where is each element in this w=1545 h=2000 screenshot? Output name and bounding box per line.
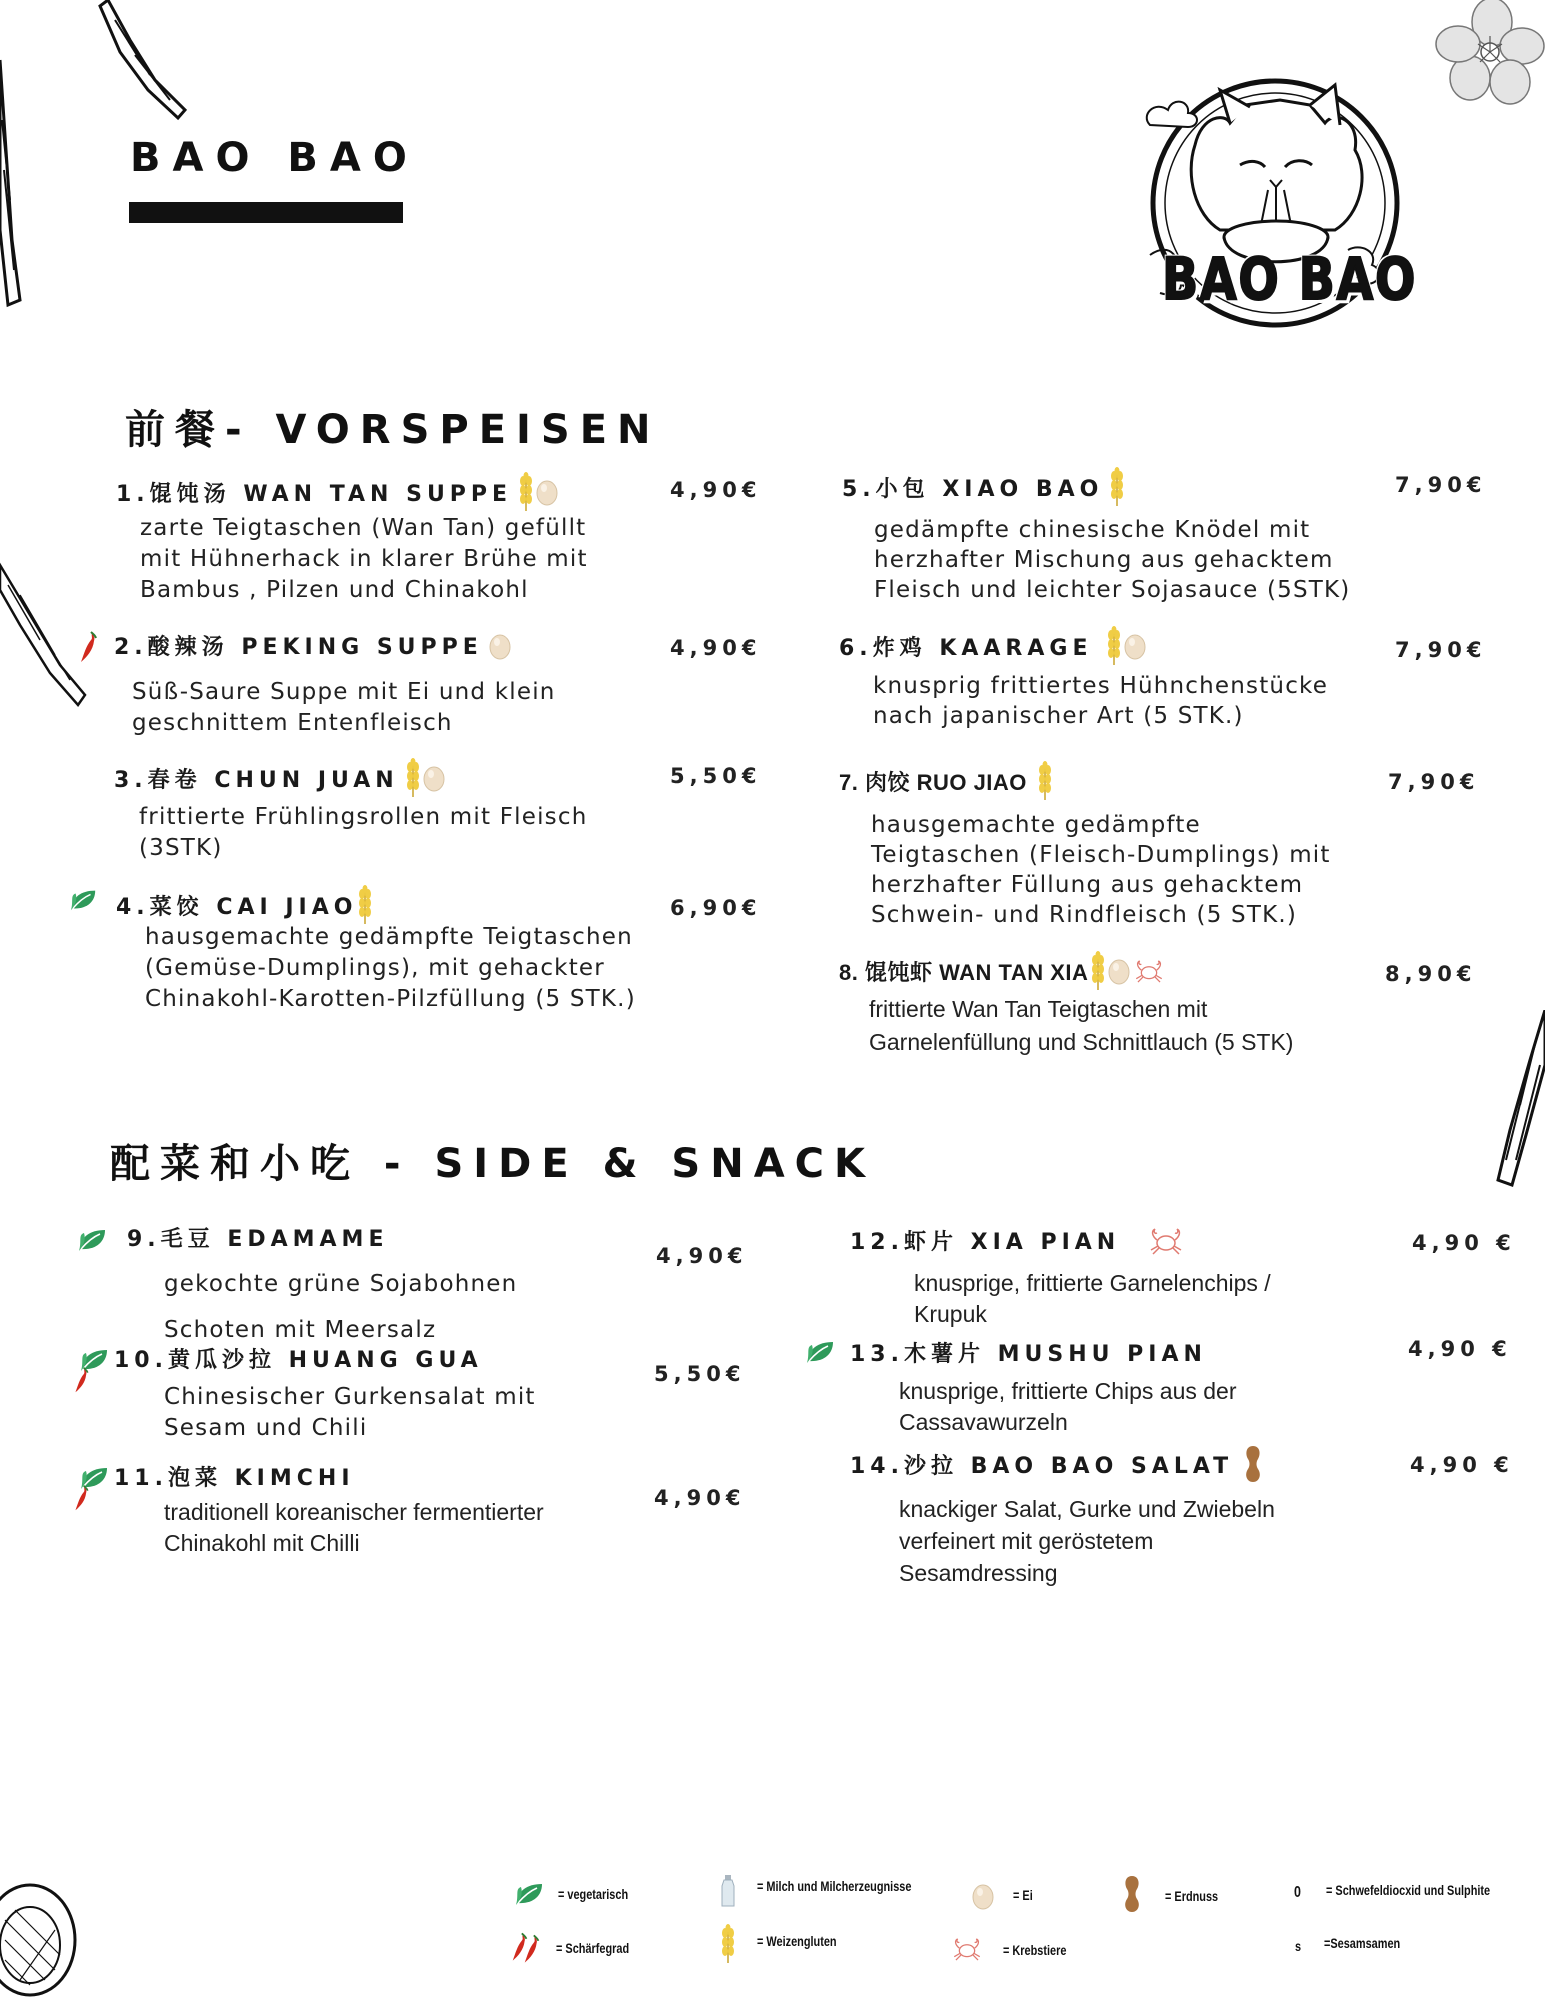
leaf-icon <box>515 1880 545 1908</box>
item-title: 12.虾片 XIA PIAN <box>850 1230 1121 1255</box>
egg-icon <box>1108 957 1130 985</box>
item-title: 13.木薯片 MUSHU PIAN <box>850 1342 1207 1367</box>
egg-icon <box>423 764 445 792</box>
chili-icon <box>510 1930 544 1970</box>
item-title: 8. 馄饨虾 WAN TAN XIA <box>839 959 1089 985</box>
menu-item <box>114 630 511 661</box>
menu-item <box>850 1337 1207 1368</box>
section-title-sides: 配菜和小吃 - SIDE & SNACK <box>110 1141 875 1187</box>
item-price: 4,90€ <box>670 478 762 502</box>
chili-icon <box>73 1484 91 1512</box>
menu-item <box>127 1222 388 1253</box>
menu-item <box>839 626 1146 666</box>
legend-gluten: = Weizengluten <box>757 1933 837 1949</box>
wheat-icon <box>720 1924 736 1964</box>
section-title-starters: 前餐- VORSPEISEN <box>125 407 661 453</box>
logo-text: BAO BAO <box>1162 245 1418 313</box>
item-title: 10.黄瓜沙拉 HUANG GUA <box>114 1348 483 1373</box>
chopstick-sketch-right <box>1490 1010 1545 1190</box>
egg-icon <box>972 1882 994 1910</box>
crab-icon <box>950 1936 984 1962</box>
menu-item <box>839 761 1053 801</box>
item-description: hausgemachte gedämpfte Teigtaschen (Gemüse-Dumplings), mit gehackter Chinakohl-Karotten-Pilzfüllung (5 STK.) <box>145 924 636 1012</box>
item-price: 6,90€ <box>670 896 762 920</box>
leaf-icon <box>806 1338 836 1366</box>
legend-milk: = Milch und Milcherzeugnisse <box>757 1878 912 1894</box>
item-title: 7. 肉饺 RUO JIAO <box>839 769 1027 795</box>
wheat-icon <box>405 758 421 798</box>
legend-spicy: = Schärfegrad <box>556 1940 630 1956</box>
item-description: zarte Teigtaschen (Wan Tan) gefüllt mit Hühnerhack in klarer Brühe mit Bambus , Pilzen und Chinakohl <box>140 515 588 603</box>
menu-item <box>114 1343 483 1374</box>
item-description: Süß-Saure Suppe mit Ei und klein geschnittem Entenfleisch <box>132 679 556 736</box>
wheat-icon <box>1090 951 1106 991</box>
allergen-legend <box>0 1860 1545 2000</box>
item-title: 9.毛豆 EDAMAME <box>127 1227 389 1252</box>
flower-sketch-top-right <box>1430 0 1545 105</box>
legend-crab: = Krebstiere <box>1003 1942 1067 1958</box>
wheat-icon <box>1109 467 1125 507</box>
item-description: gekochte grüne Sojabohnen Schoten mit Meersalz <box>164 1271 518 1343</box>
item-description: hausgemachte gedämpfte Teigtaschen (Fleisch-Dumplings) mit herzhafter Füllung aus gehacktem Schwein- und Rindfleisch (5 STK.) <box>871 812 1331 928</box>
item-description: Chinesischer Gurkensalat mit Sesam und Chili <box>164 1384 536 1441</box>
item-title: 3.春卷 CHUN JUAN <box>114 767 399 793</box>
item-title: 11.泡菜 KIMCHI <box>114 1466 355 1491</box>
item-price: 4,90 € <box>1410 1453 1514 1477</box>
item-price: 4,90€ <box>656 1244 748 1268</box>
peanut-icon <box>1243 1444 1263 1484</box>
wheat-icon <box>357 885 373 925</box>
crab-icon <box>1132 958 1166 984</box>
item-price: 4,90 € <box>1412 1231 1516 1255</box>
item-title: 5.小包 XIAO BAO <box>842 476 1104 502</box>
item-description: knusprige, frittierte Garnelenchips / Krupuk <box>914 1270 1271 1327</box>
wheat-icon <box>1037 761 1053 801</box>
menu-item <box>114 758 445 798</box>
legend-vegetarian: = vegetarisch <box>558 1886 629 1902</box>
chili-icon <box>73 1366 91 1394</box>
item-price: 7,90€ <box>1395 473 1487 497</box>
brand-logo <box>1110 65 1418 335</box>
item-price: 4,90€ <box>670 636 762 660</box>
item-description: gedämpfte chinesische Knödel mit herzhafter Mischung aus gehacktem Fleisch und leichter Sojasauce (5STK) <box>874 517 1351 603</box>
peanut-icon <box>1122 1874 1142 1914</box>
brand-title: BAO BAO <box>130 135 419 181</box>
legend-sulphite: = Schwefeldiocxid und Sulphite <box>1326 1882 1491 1898</box>
milk-bottle-icon <box>720 1874 736 1908</box>
legend-sesame: =Sesamsamen <box>1324 1935 1401 1951</box>
egg-icon <box>1124 632 1146 660</box>
item-price: 5,50€ <box>670 764 762 788</box>
item-price: 8,90€ <box>1385 962 1477 986</box>
menu-item <box>116 885 373 925</box>
title-underline-bar <box>129 202 403 223</box>
legend-egg: = Ei <box>1013 1887 1033 1903</box>
item-price: 7,90€ <box>1395 638 1487 662</box>
legend-sesame-mark: s <box>1295 1938 1302 1954</box>
item-title-row <box>116 472 558 512</box>
menu-item <box>116 472 558 512</box>
menu-item <box>850 1444 1263 1484</box>
item-title: 4.菜饺 CAI JIAO <box>116 894 358 920</box>
leaf-icon <box>70 887 98 913</box>
item-description: knackiger Salat, Gurke und Zwiebeln verfeinert mit geröstetem Sesamdressing <box>899 1496 1275 1586</box>
item-price: 7,90€ <box>1388 770 1480 794</box>
item-price: 4,90€ <box>654 1486 746 1510</box>
item-title: 6.炸鸡 KAARAGE <box>839 635 1093 661</box>
leaf-icon <box>78 1226 108 1254</box>
wheat-icon <box>518 472 534 512</box>
menu-item <box>839 951 1166 991</box>
menu-item <box>842 467 1125 507</box>
chili-icon <box>78 630 100 664</box>
legend-peanut: = Erdnuss <box>1165 1888 1219 1904</box>
item-price: 5,50€ <box>654 1362 746 1386</box>
item-description: knusprig frittiertes Hühnchenstücke nach japanischer Art (5 STK.) <box>873 673 1329 729</box>
item-description: frittierte Frühlingsrollen mit Fleisch (3STK) <box>139 804 588 861</box>
egg-icon <box>536 478 558 506</box>
egg-icon <box>489 632 511 660</box>
wheat-icon <box>1106 626 1122 666</box>
item-price: 4,90 € <box>1408 1337 1512 1361</box>
item-title: 2.酸辣汤 PEKING SUPPE <box>114 635 483 660</box>
crab-icon <box>1146 1226 1186 1256</box>
item-description: knusprige, frittierte Chips aus der Cassavawurzeln <box>899 1378 1237 1435</box>
menu-item <box>850 1225 1186 1256</box>
item-description: frittierte Wan Tan Teigtaschen mit Garnelenfüllung und Schnittlauch (5 STK) <box>869 996 1294 1055</box>
menu-item <box>114 1461 355 1492</box>
item-description: traditionell koreanischer fermentierter Chinakohl mit Chilli <box>164 1499 544 1556</box>
legend-sulphite-mark: 0 <box>1294 1884 1301 1901</box>
item-title: 14.沙拉 BAO BAO SALAT <box>850 1453 1234 1479</box>
item-title: 1.馄饨汤 WAN TAN SUPPE <box>116 481 513 507</box>
